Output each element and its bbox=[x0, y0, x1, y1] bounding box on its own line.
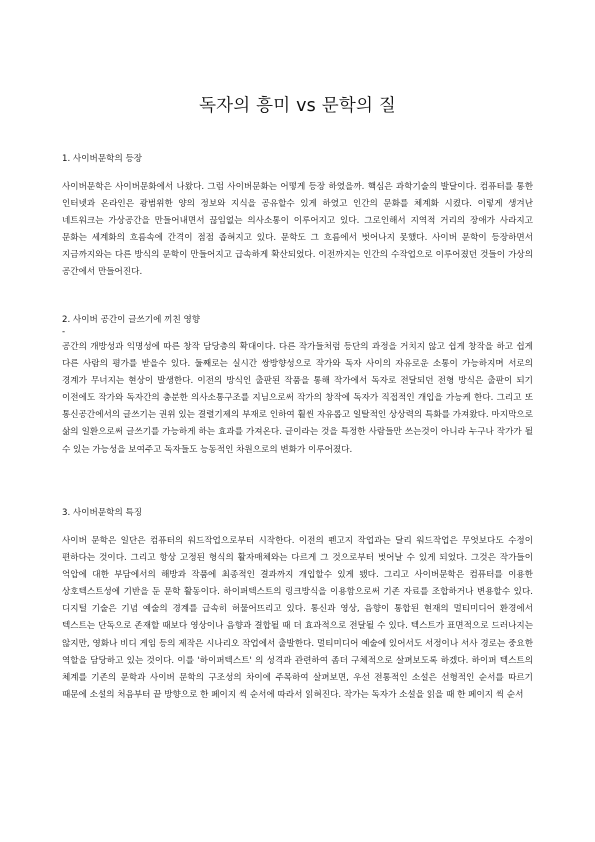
section-influence bbox=[62, 314, 533, 459]
section-paragraph: 사이버 문학은 일단은 컴퓨터의 워드작업으로부터 시작한다. 이전의 펜고지 작업과는 달리 워드작업은 무엇보다도 수정이 편하다는 것이다. 그리고 항상 고정된 형식의 활자매체와는 다르게 그 것으로부터 벗어날 수 있게 되었다. 그것은 작가들이 억압에 대한 부담에서의 해방과 작품에 최종적인 결과까지 개입할수 있게 됐다. 그리고 사이버문학은 컴퓨터를 이용한 상호텍스트성에 기반을 둔 문학 활동이다. 하이퍼텍스트의 링크방식을 이용함으로써 기존 자료를 조합하거나 변용할수 있다. 디지털 기술은 기념 예술의 경계를 급속히 허물어뜨리고 있다. 통신과 영상, 음향이 통합된 현재의 멀티미디어 환경에서 텍스트는 단독으로 존재할 때보다 영상이나 음향과 결합될 때 더 효과적으로 전달될 수 있다. 텍스트가 표면적으로 드러나지는 않지만, 영화나 비디 게임 등의 제작은 시나리오 작업에서 출발한다. 멀티미디어 예술에 있어서도 서정이나 서사 경로는 중요한 역할을 담당하고 있는 것이다. 이를 '하이퍼텍스트' 의 성격과 관련하여 좀더 구체적으로 살펴보도록 하겠다. 하이퍼 텍스트의 체계를 기존의 문학과 사이버 문학의 구조성의 차이에 주목하여 살펴보면, 우선 전통적인 소설은 선형적인 순서를 따르기 때문에 소설의 처음부터 끝 방향으로 한 페이지 씩 순서에 따라서 읽혀진다. 작가는 독자가 소설을 읽을 때 한 페이지 씩 순서 bbox=[62, 536, 533, 700]
section-dash-marker: - bbox=[62, 327, 66, 337]
section-heading: 1. 사이버문학의 등장 bbox=[62, 154, 143, 164]
document-title: 독자의 흥미 vs 문학의 질 bbox=[199, 96, 396, 116]
section-emergence bbox=[62, 153, 533, 282]
section-heading: 2. 사이버 공간이 글쓰기에 끼친 영향 bbox=[62, 315, 201, 325]
section-heading: 3. 사이버문학의 특징 bbox=[62, 508, 143, 518]
section-paragraph: 사이버문학은 사이버문화에서 나왔다. 그럼 사이버문화는 어떻게 등장 하였을까. 핵심은 과학기술의 발달이다. 컴퓨터를 통한 인터넷과 온라인은 광범위한 양의 정보와 지식을 공유할수 있게 하였고 인간의 문화를 체계화 시켰다. 이렇게 생겨난 네트워크는 가상공간을 만들어내면서 끊임없는 의사소통이 이루어지고 있다. 그로인해서 지역적 거리의 장애가 사라지고 문화는 세계화의 흐름속에 간격이 점점 좁혀지고 있다. 문학도 그 흐름에서 벗어나지 못했다. 사이버 문학이 등장하면서 지금까지와는 다른 방식의 문학이 만들어지고 급속하게 확산되었다. 이전까지는 인간의 수작업으로 이루어졌던 것들이 가상의 공간에서 만들어진다. bbox=[62, 182, 533, 278]
section-paragraph: 공간의 개방성과 익명성에 따른 창작 담당층의 확대이다. 다른 작가들처럼 등단의 과정을 거치지 않고 쉽게 창작을 하고 쉽게 다른 사람의 평가를 받을수 있다. 둘째로는 실시간 쌍방향성으로 작가와 독자 사이의 자유로운 소통이 가능하지며 서로의 경계가 무너지는 현상이 발생한다. 이전의 방식인 출판된 작품을 통해 작가에서 독자로 전달되던 전형 방식은 출판이 되기 이전에도 작가와 독자간의 충분한 의사소통구조를 지님으로써 작가의 창작에 독자가 직접적인 개입을 가능케 한다. 그리고 또 통신공간에서의 글쓰기는 권위 있는 결렬기제의 부재로 인하여 훨씬 자유롭고 일탈적인 상상력의 특화를 가져왔다. 마지막으로 삶의 일환으로써 글쓰기를 가능하게 하는 효과를 가져온다. 글이라는 것을 특정한 사람들만 쓰는것이 아니라 누구나 작가가 될 수 있는 가능성을 보여주고 독자들도 능동적인 차원으로의 변화가 이루어졌다. bbox=[62, 342, 533, 455]
section-characteristics bbox=[62, 507, 533, 704]
